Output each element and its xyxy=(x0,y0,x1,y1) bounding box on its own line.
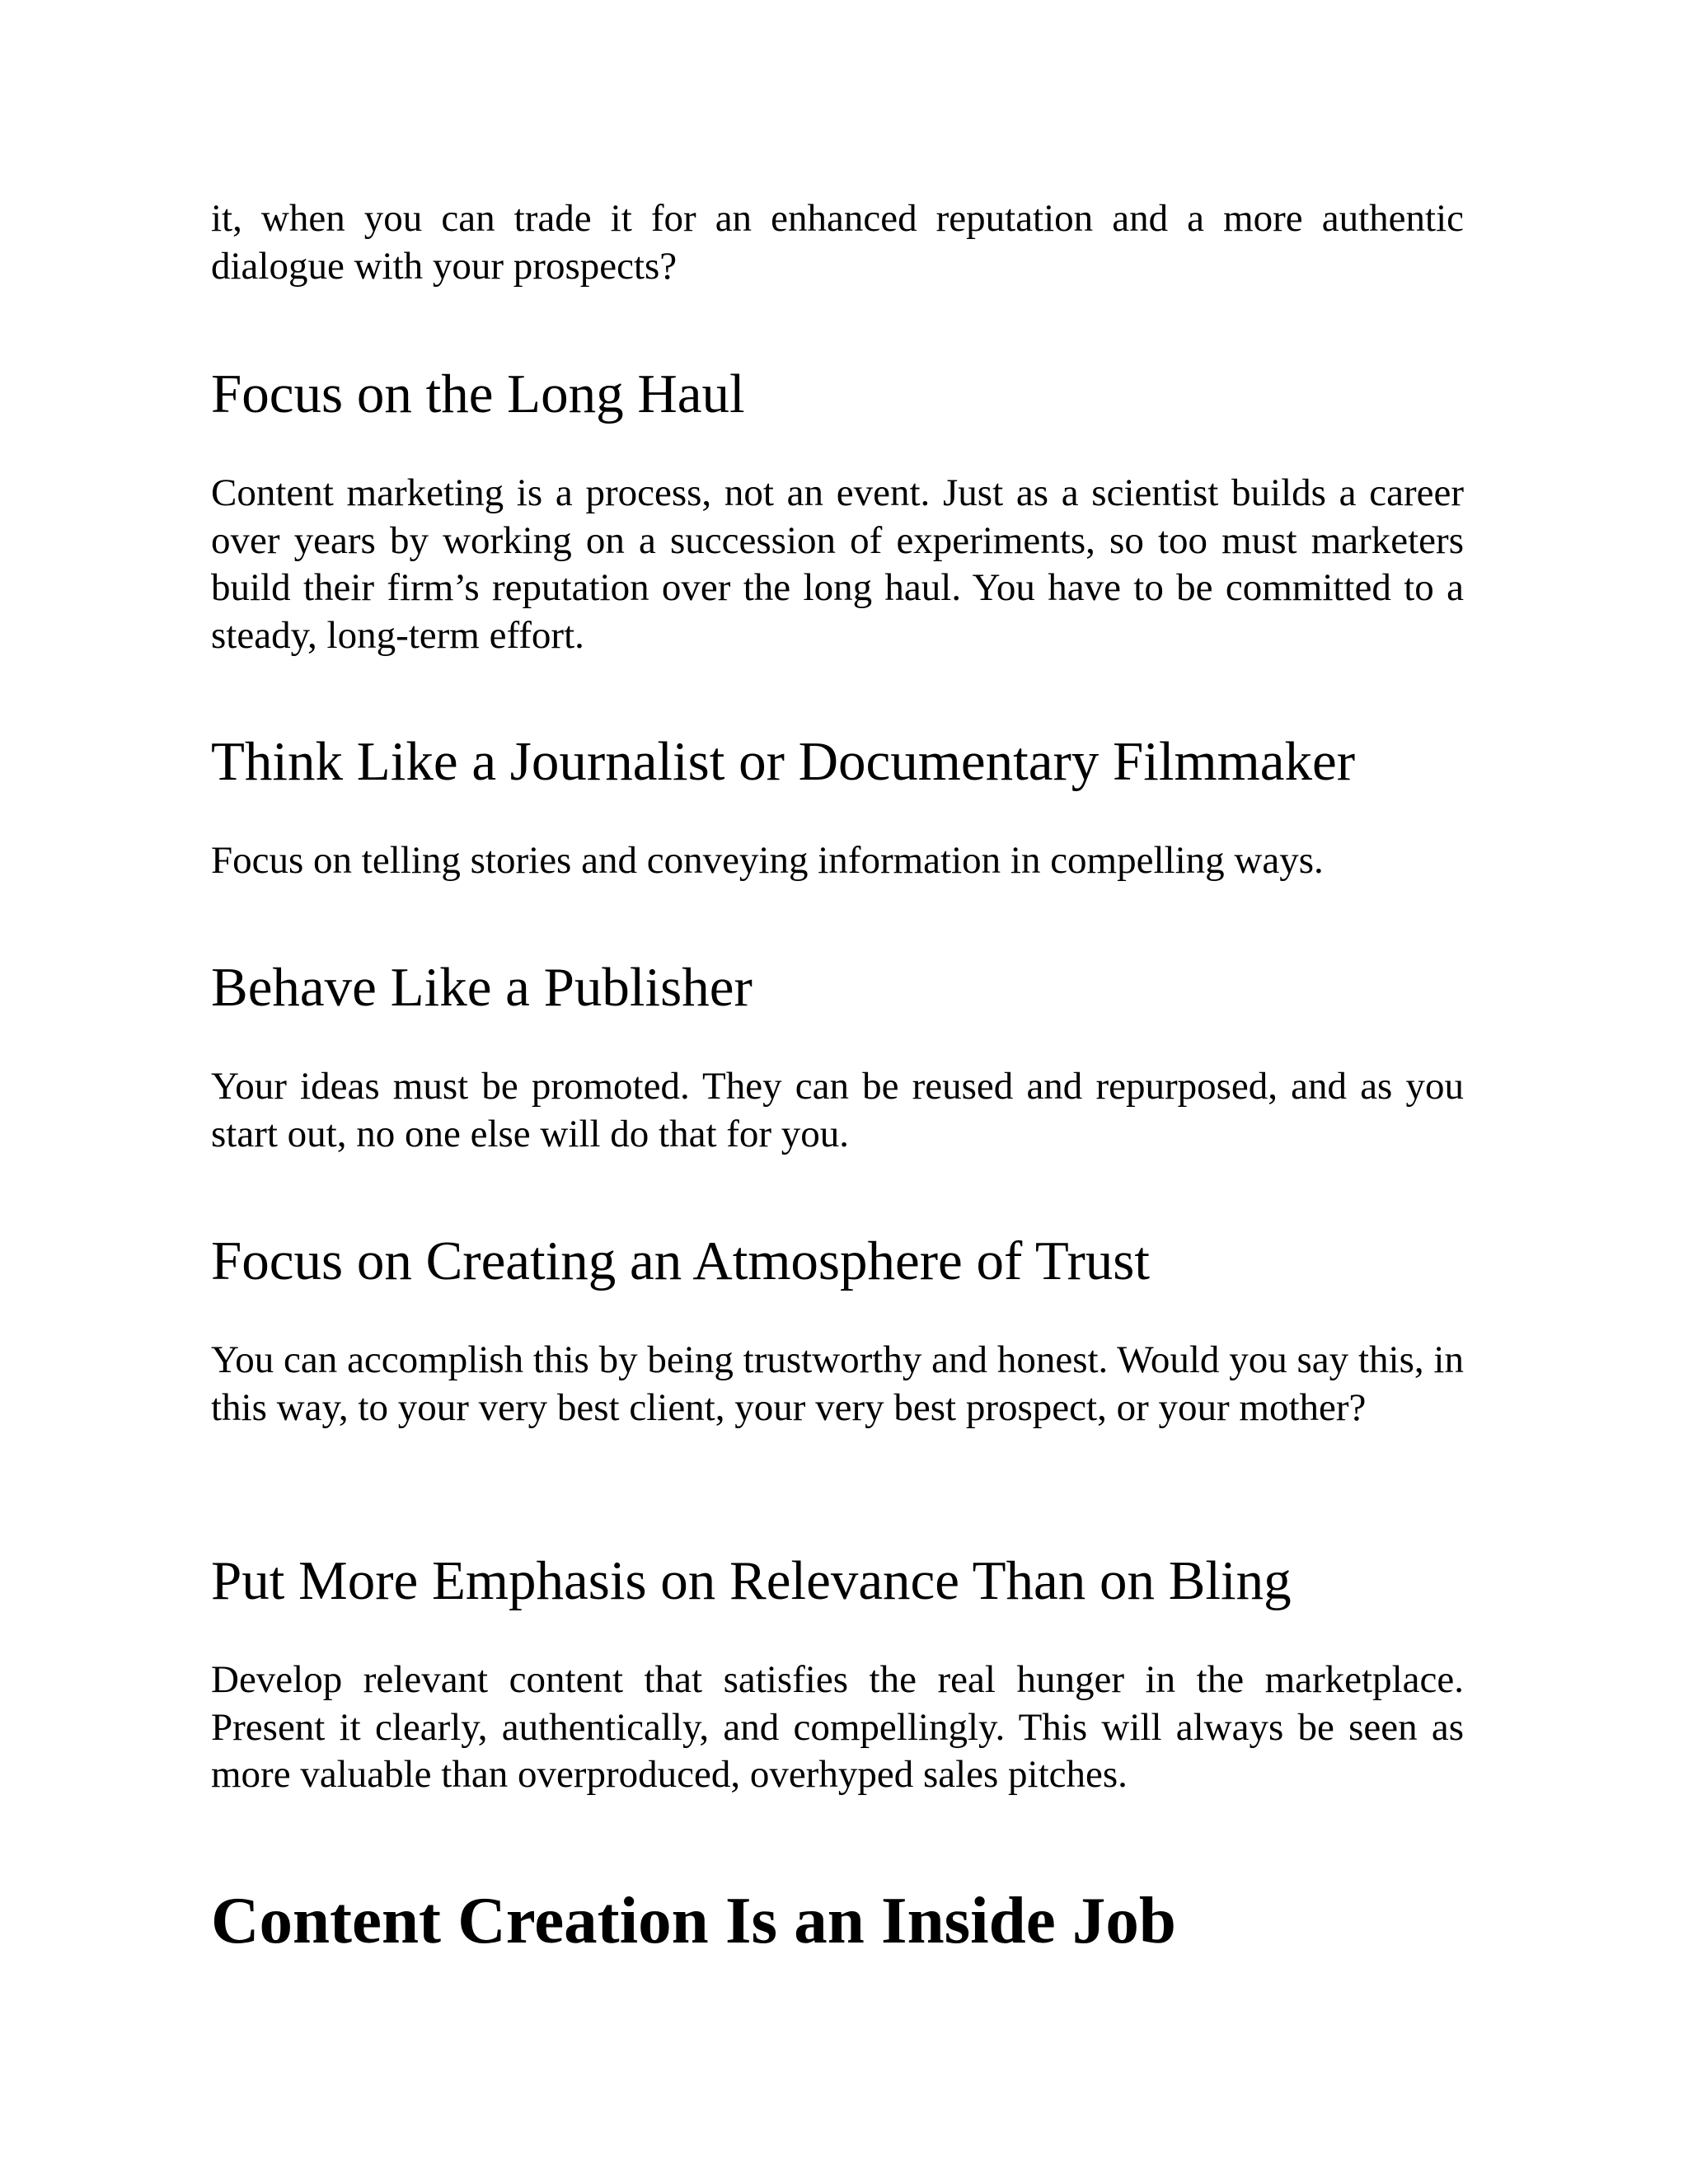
section-heading-relevance: Put More Emphasis on Relevance Than on Bling xyxy=(211,1550,1292,1611)
section-heading-publisher: Behave Like a Publisher xyxy=(211,957,753,1018)
section-heading-journalist: Think Like a Journalist or Documentary Filmmaker xyxy=(211,731,1356,792)
section-body-relevance: Develop relevant content that satisfies the real hunger in the marketplace. Present it clearly, authentically, and compellingly. This will always be seen as more valuable than overproduced, overhyped sales pitches. xyxy=(211,1658,1464,1796)
section-body-journalist: Focus on telling stories and conveying information in compelling ways. xyxy=(211,839,1324,882)
section-heading-long-haul: Focus on the Long Haul xyxy=(211,363,745,424)
section-body-long-haul: Content marketing is a process, not an event. Just as a scientist builds a career over years by working on a succession of experiments, so too must marketers build their firm’s reputation over the long haul. You have to be committed to a steady, long-term effort. xyxy=(211,471,1464,657)
section-body-publisher: Your ideas must be promoted. They can be reused and repurposed, and as you start out, no one else will do that for you. xyxy=(211,1065,1464,1155)
intro-paragraph: it, when you can trade it for an enhanced reputation and a more authentic dialogue with your prospects? xyxy=(211,197,1464,288)
chapter-heading: Content Creation Is an Inside Job xyxy=(211,1883,1176,1957)
section-body-trust: You can accomplish this by being trustworthy and honest. Would you say this, in this way, to your very best client, your very best prospect, or your mother? xyxy=(211,1338,1464,1429)
section-heading-trust: Focus on Creating an Atmosphere of Trust xyxy=(211,1230,1150,1291)
